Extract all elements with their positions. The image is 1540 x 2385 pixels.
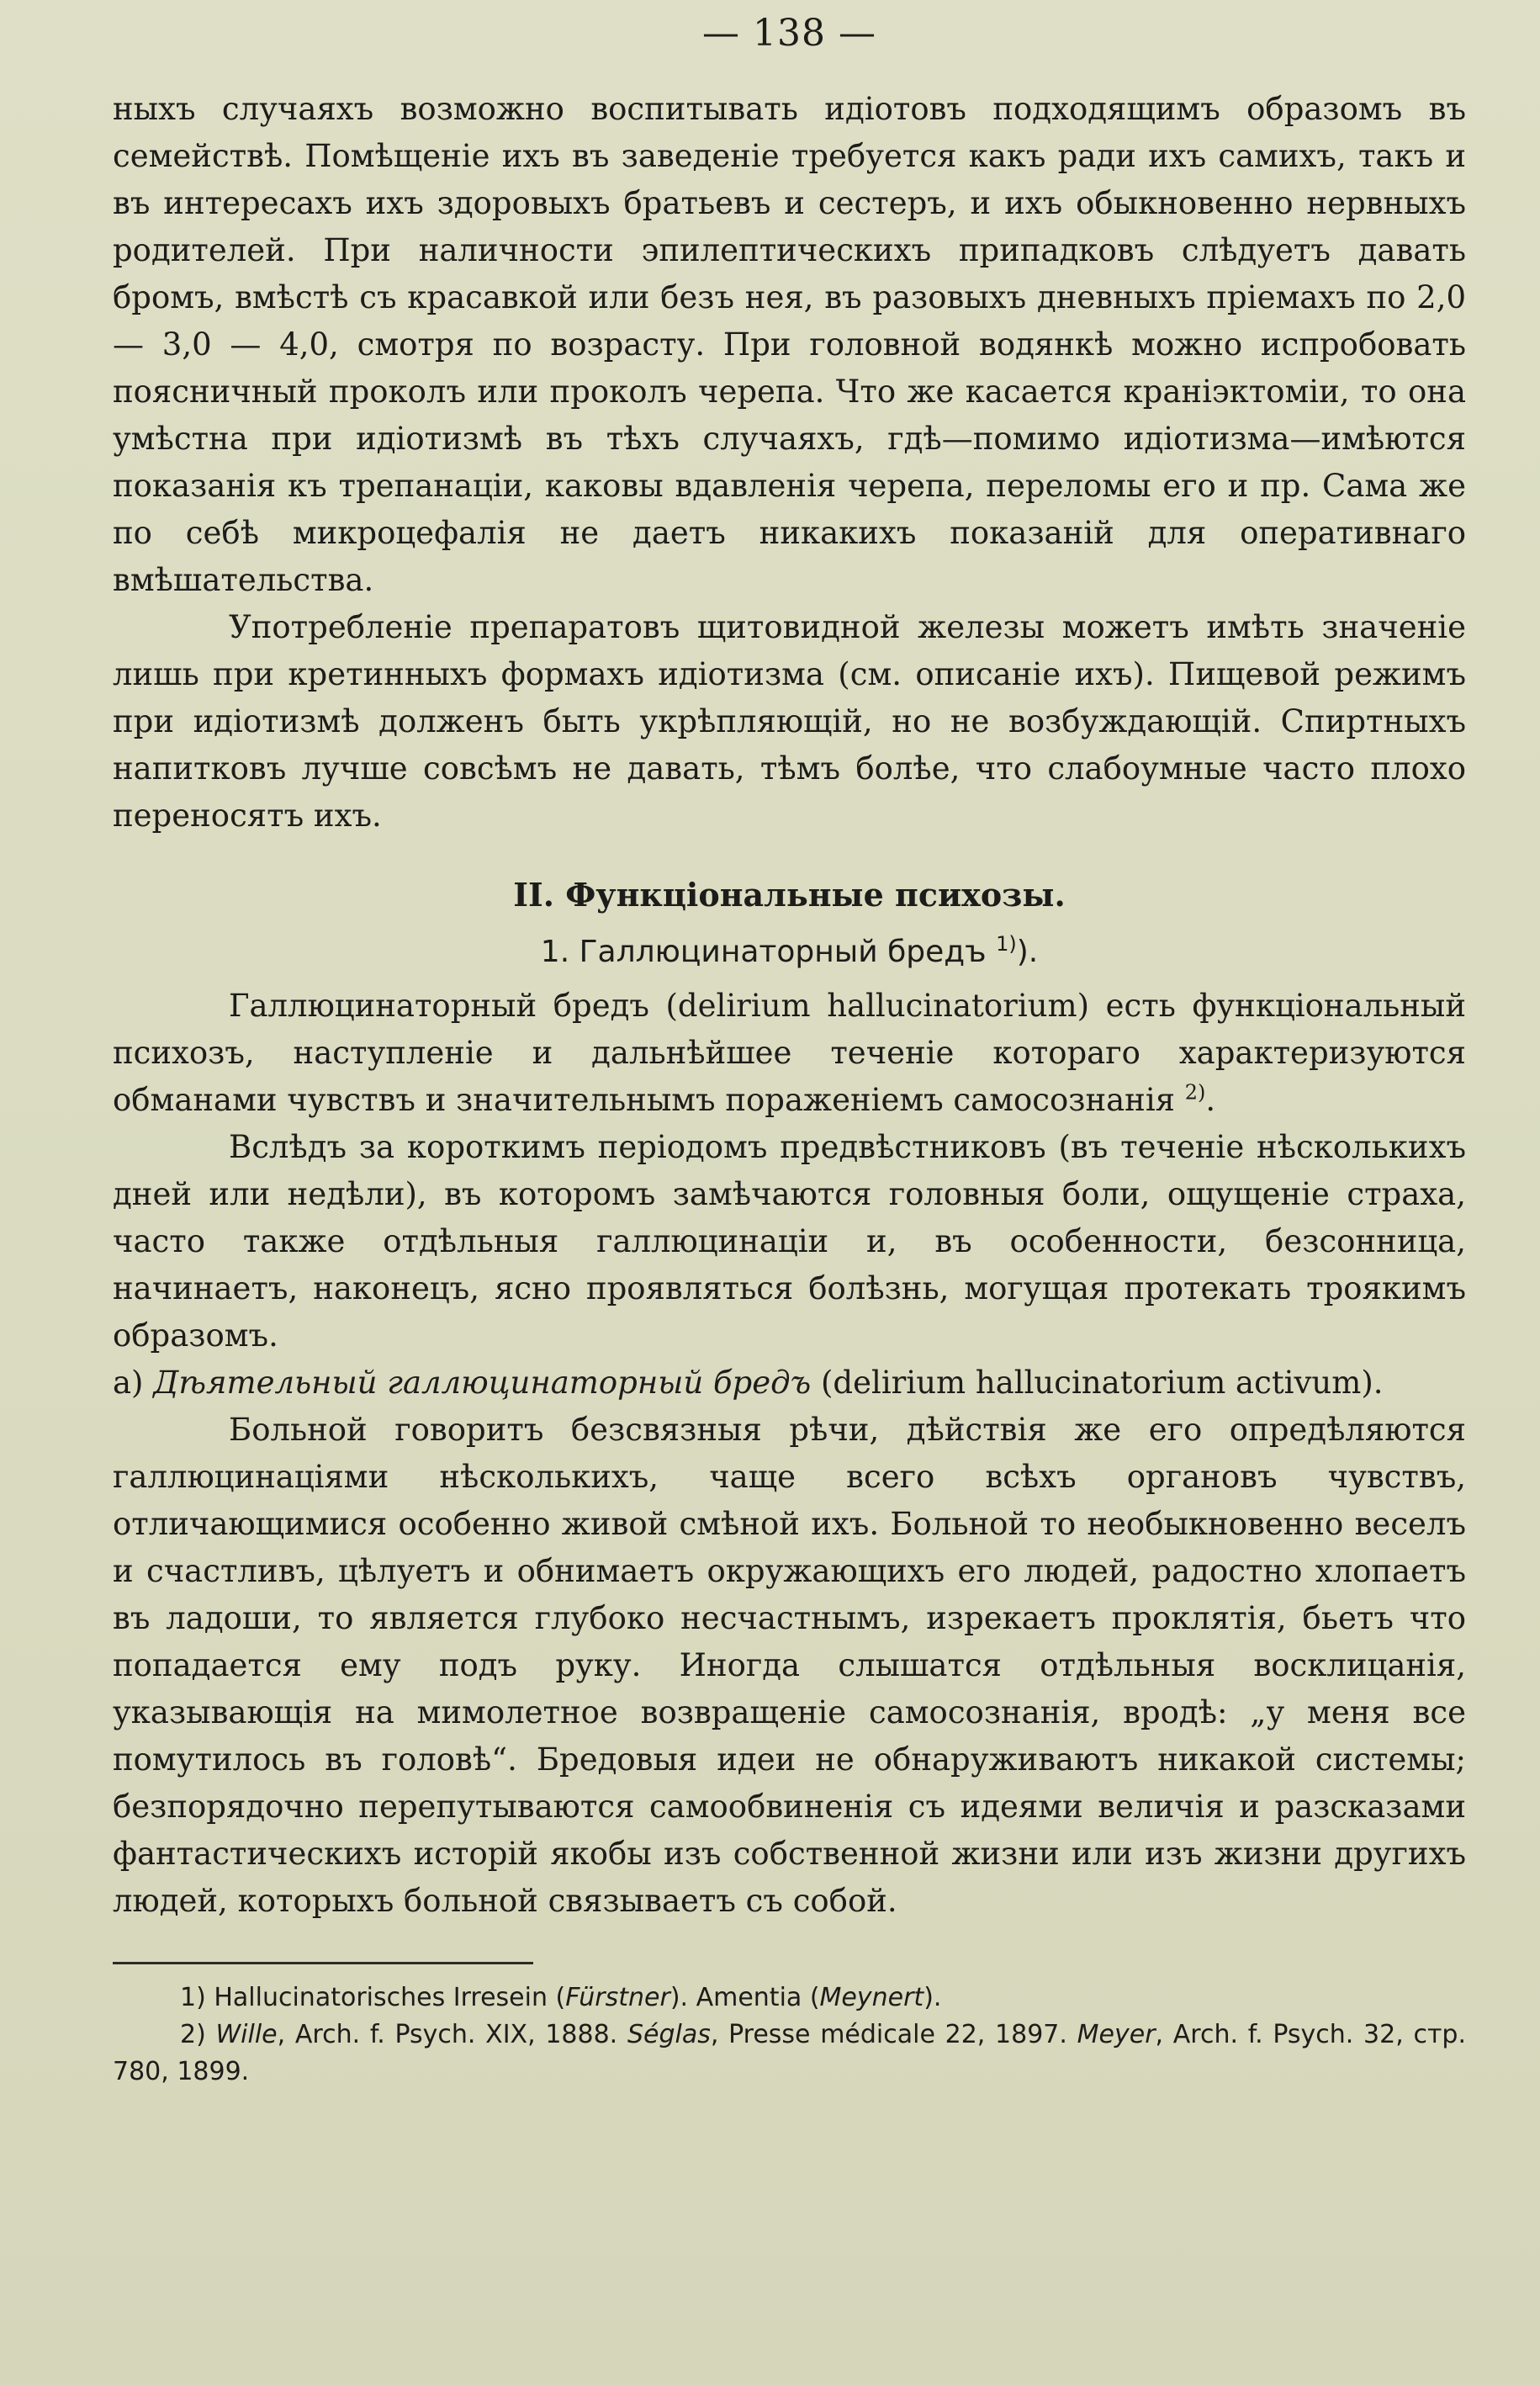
paragraph-course: Вслѣдъ за короткимъ періодомъ предвѣстниковъ (въ теченіе нѣсколькихъ дней или недѣли), въ которомъ замѣчаются головныя боли, ощущеніе страха, часто также отдѣльныя галлюцинаціи и, въ особенности, безсонница, начинаетъ, наконецъ, ясно проявляться болѣзнь, могущая протекать троякимъ образомъ. [113,1129,1466,1354]
item-a-title: Дѣятельный галлюцинаторный бредъ [153,1365,812,1401]
paragraph-patient: Больной говоритъ безсвязныя рѣчи, дѣйствія же его опредѣляются галлюцинаціями нѣсколькихъ, чаще всего всѣхъ органовъ чувствъ, отличающимися особенно живой смѣной ихъ. Больной то необыкновенно веселъ и счастливъ, цѣлуетъ и обнимаетъ окружающихъ его людей, радостно хлопаетъ въ ладоши, то является глубоко несчастнымъ, изрекаетъ проклятія, бьетъ что попадается ему подъ руку. Иногда слышатся отдѣльныя восклицанія, указывающія на мимолетное возвращеніе самосознанія, вродѣ: „у меня все помутилось въ головѣ“. Бредовыя идеи не обнаруживаютъ никакой системы; безпорядочно перепутываются самообвиненія съ идеями величія и разсказами фантастическихъ исторій якобы изъ собственной жизни или изъ жизни другихъ людей, которыхъ больной связываетъ съ собой. [113,1412,1466,1919]
item-a-latin: (delirium hallucinatorium activum). [820,1365,1384,1401]
footnote-2-mark: 2) [180,2020,206,2049]
footnote-2-author-c: Meyer [1077,2020,1156,2049]
footnote-ref-2: 2) [1184,1080,1206,1105]
footnote-1-mark: 1) [180,1983,206,2012]
footnote-1-author-a: Fürstner [565,1983,670,2012]
footnote-1-author-b: Meynert [819,1983,924,2012]
footnote-1-text-b: ). Amentia ( [669,1983,820,2012]
sub-heading-text: 1. Галлюцинаторный бредъ [540,935,987,969]
section-heading: II. Функціональные психозы. [513,876,1066,914]
item-a-heading [113,1359,1466,1407]
footnote-2-text-c: , Arch. f. Psych. 32, стр. 780, 1899. [113,2020,1466,2086]
footnote-1-text-a: Hallucinatorisches Irresein ( [214,1983,566,2012]
footnote-ref-1: 1) [996,932,1017,956]
footnote-2 [113,2017,1466,2091]
footnote-1-text-c: ). [923,1983,942,2012]
footnote-2-author-b: Séglas [627,2020,711,2049]
definition-text: Галлюцинаторный бредъ (delirium hallucinatorium) есть функціональный психозъ, наступленіе и дальнѣйшее теченіе котораго характеризуются обманами чувствъ и значительнымъ пораженіемъ самосознанія [113,988,1466,1118]
definition-end: . [1205,1082,1216,1118]
footnote-1 [113,1980,1466,2017]
sub-heading: 1. Галлюцинаторный бредъ $^{1)}$). [540,932,1039,969]
paragraph-thyroid: Употребленіе препаратовъ щитовидной железы можетъ имѣть значеніе лишь при кретинныхъ формахъ идіотизма (см. описаніе ихъ). Пищевой режимъ при идіотизмѣ долженъ быть укрѣпляющій, но не возбуждающій. Спиртныхъ напитковъ лучше совсѣмъ не давать, тѣмъ болѣе, что слабоумные часто плохо переносятъ ихъ. [113,609,1466,834]
paragraph-treatment-continued: ныхъ случаяхъ возможно воспитывать идіотовъ подходящимъ образомъ въ семействѣ. Помѣщеніе ихъ въ заведеніе требуется какъ ради ихъ самихъ, такъ и въ интересахъ ихъ здоровыхъ братьевъ и сестеръ, и ихъ обыкновенно нервныхъ родителей. При наличности эпилептическихъ припадковъ слѣдуетъ давать бромъ, вмѣстѣ съ красавкой или безъ нея, въ разовыхъ дневныхъ пріемахъ по 2,0 — 3,0 — 4,0, смотря по возрасту. При головной водянкѣ можно испробовать поясничный проколъ или проколъ черепа. Что же касается краніэктоміи, то она умѣстна при идіотизмѣ въ тѣхъ случаяхъ, гдѣ—помимо идіотизма—имѣются показанія къ трепанаціи, каковы вдавленія черепа, переломы его и пр. Сама же по себѣ микроцефалія не даетъ никакихъ показаній для оперативнаго вмѣшательства. [113,91,1466,598]
item-a-label: а) [113,1365,144,1401]
footnote-2-text-a: , Arch. f. Psych. XIX, 1888. [277,2020,627,2049]
page-number: — 138 — [702,12,876,55]
footnote-2-author-a: Wille [215,2020,278,2049]
paragraph-definition [113,983,1466,1124]
footnote-2-text-b: , Presse médicale 22, 1897. [710,2020,1077,2049]
footnote-divider [113,1962,533,1964]
